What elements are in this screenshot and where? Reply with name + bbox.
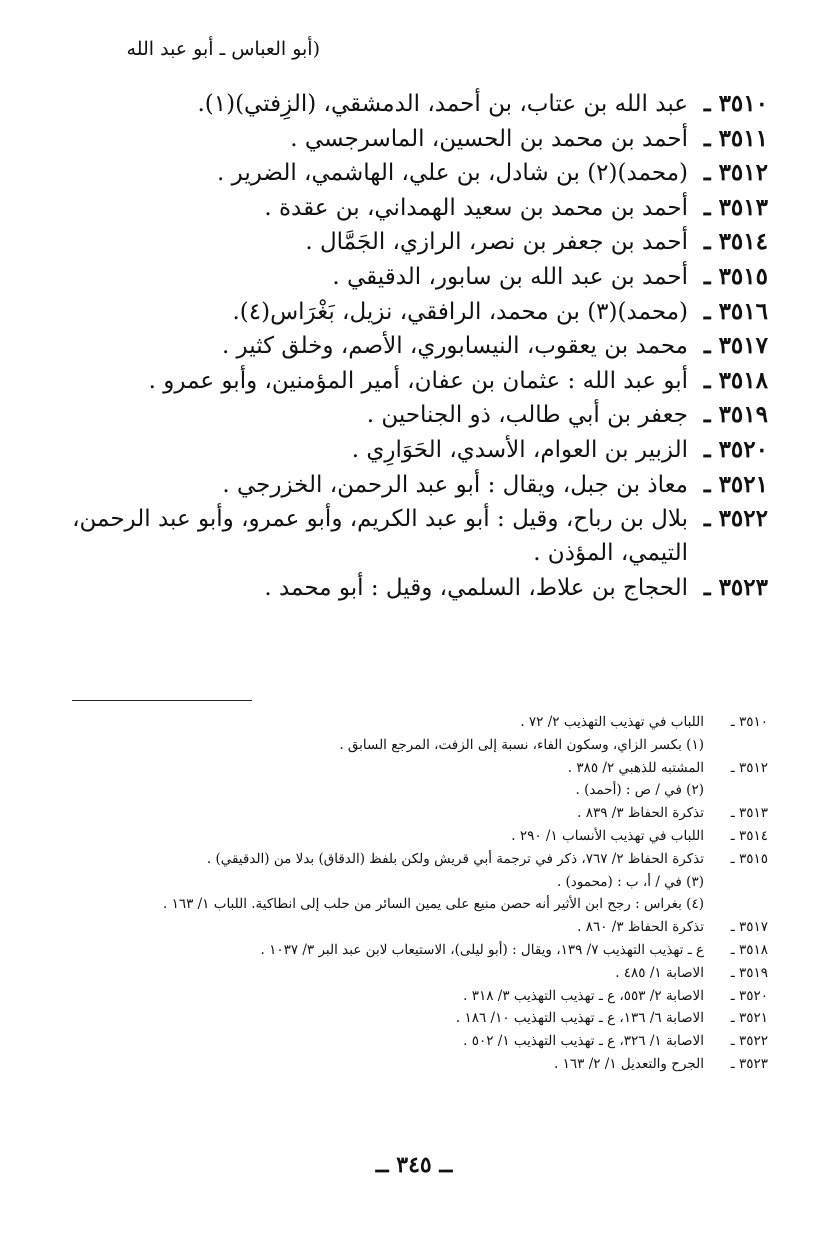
entry-text: أحمد بن عبد الله بن سابور، الدقيقي . — [332, 263, 688, 290]
footnote-text: اللباب في تهذيب التهذيب ٢/ ٧٢ . — [520, 714, 704, 730]
footnote-text: اللباب في تهذيب الأنساب ١/ ٢٩٠ . — [511, 827, 704, 844]
entry — [48, 436, 768, 471]
entry-number: ٣٥٢٠ ـ — [703, 435, 768, 463]
footnote-divider — [72, 700, 252, 701]
footnote-number: ٣٥١٠ ـ — [730, 714, 768, 730]
entry-number: ٣٥٢٢ ـ — [703, 505, 768, 533]
footnote-number: ٣٥١٣ ـ — [730, 805, 768, 822]
footnote-text: الاصابة ٢/ ٥٥٣، ع ـ تهذيب التهذيب ٣/ ٣١٨ . — [463, 987, 704, 1004]
entry-text: عبد الله بن عتاب، بن أحمد، الدمشقي، (الزِفتي)(١). — [197, 91, 688, 117]
entry-text: جعفر بن أبي طالب، ذو الجناحين . — [366, 402, 688, 429]
footnote-text: (٢) في / ص : (أحمد) . — [575, 782, 704, 799]
footnote-text: (٣) في / أ، ب : (محمود) . — [556, 873, 704, 890]
entry-text: أحمد بن محمد بن الحسين، الماسرجسي . — [290, 125, 688, 152]
footnote — [68, 988, 768, 1011]
footnote-text: ع ـ تهذيب التهذيب ٧/ ١٣٩، ويقال : (أبو ليلى)، الاستيعاب لابن عبد البر ٣/ ١٠٣٧ . — [260, 941, 704, 958]
footnote-number: ٣٥١٧ ـ — [730, 919, 768, 936]
footnote — [68, 782, 768, 805]
footnote-number: ٣٥١٥ ـ — [730, 850, 768, 867]
entry — [48, 505, 768, 540]
footnote-text: (٤) بغراس : رجح ابن الأثير أنه حصن منيع على يمين السائر من حلب إلى انطاكية. اللباب ١/ ١٦٣ . — [162, 896, 704, 913]
entry-number: ٣٥١٤ ـ — [703, 228, 768, 256]
footnote-text: الاصابة ٦/ ١٣٦، ع ـ تهذيب التهذيب ١٠/ ١٨٦ . — [455, 1010, 704, 1027]
footnote-list — [68, 714, 768, 1079]
footnote — [68, 896, 768, 919]
entry — [48, 228, 768, 263]
entry — [48, 471, 768, 506]
entry-number: ٣٥١٦ ـ — [703, 297, 768, 325]
entry-text: أحمد بن جعفر بن نصر، الرازي، الجَمَّال . — [305, 229, 688, 256]
footnote — [68, 919, 768, 942]
entry-text: أحمد بن محمد بن سعيد الهمداني، بن عقدة . — [264, 194, 688, 221]
footnote-number: ٣٥١٩ ـ — [730, 964, 768, 981]
footnote-number: ٣٥١٨ ـ — [730, 941, 768, 958]
footnote-text: تذكرة الحفاظ ٣/ ٨٦٠ . — [577, 919, 704, 936]
entry-number: ٣٥٢٣ ـ — [703, 574, 768, 602]
entry-number: ٣٥١١ ـ — [703, 124, 768, 152]
footnote-number: ٣٥٢١ ـ — [730, 1010, 768, 1027]
footnote-number: ٣٥٢٠ ـ — [730, 987, 768, 1004]
footnote-number: ٣٥١٢ ـ — [730, 759, 768, 776]
entry-text: بلال بن رباح، وقيل : أبو عبد الكريم، وأبو عمرو، وأبو عبد الرحمن، — [72, 506, 688, 533]
entry-number: ٣٥١٣ ـ — [703, 193, 768, 221]
footnote — [68, 851, 768, 874]
footnote — [68, 1056, 768, 1079]
footnote — [68, 942, 768, 965]
footnote-text: تذكرة الحفاظ ٣/ ٨٣٩ . — [577, 805, 704, 822]
footnote — [68, 737, 768, 760]
footnote-text: المشتبه للذهبي ٢/ ٣٨٥ . — [567, 759, 704, 776]
entry-text: (محمد)(٣) بن محمد، الرافقي، نزيل، بَغْرَاس(٤). — [232, 298, 688, 325]
entry-list — [48, 90, 768, 609]
footnote-text: الاصابة ١/ ٣٢٦، ع ـ تهذيب التهذيب ١/ ٥٠٢ . — [463, 1033, 704, 1050]
entry-text: التيمي، المؤذن . — [533, 539, 688, 566]
entry-number: ٣٥١٥ ـ — [703, 262, 768, 290]
entry-text: معاذ بن جبل، ويقال : أبو عبد الرحمن، الخزرجي . — [222, 471, 688, 498]
entry-text: الحجاج بن علاط، السلمي، وقيل : أبو محمد . — [264, 575, 688, 602]
footnote — [68, 1033, 768, 1056]
running-head: (أبو العباس ـ أبو عبد الله — [126, 38, 320, 60]
entry — [48, 401, 768, 436]
footnote-text: الاصابة ١/ ٤٨٥ . — [615, 964, 704, 981]
footnote-number: ٣٥٢٣ ـ — [730, 1055, 768, 1072]
entry-text: أبو عبد الله : عثمان بن عفان، أمير المؤمنين، وأبو عمرو . — [148, 367, 688, 394]
footnote — [68, 760, 768, 783]
footnote-text: الجرح والتعديل ١/ ٢/ ١٦٣ . — [554, 1055, 704, 1072]
footnote-number: ٣٥١٤ ـ — [730, 827, 768, 844]
entry — [48, 90, 768, 125]
footnote-text: (١) بكسر الزاي، وسكون الفاء، نسبة إلى الزفت، المرجع السابق . — [339, 736, 704, 753]
footnote — [68, 805, 768, 828]
footnote-text: تذكرة الحفاظ ٢/ ٧٦٧، ذكر في ترجمة أبي قريش ولكن بلفظ (الدقاق) بدلا من (الدقيقي) . — [206, 850, 704, 867]
entry-text: (محمد)(٢) بن شادل، بن علي، الهاشمي، الضرير . — [217, 160, 688, 187]
footnote — [68, 828, 768, 851]
entry — [48, 194, 768, 229]
entry-text: الزبير بن العوام، الأسدي، الحَوَارِي . — [351, 436, 688, 463]
footnote — [68, 1010, 768, 1033]
footnote — [68, 965, 768, 988]
footnote — [68, 714, 768, 737]
footnote — [68, 874, 768, 897]
entry-number: ٣٥١٠ ـ — [703, 90, 768, 117]
entry — [48, 125, 768, 160]
entry — [48, 574, 768, 609]
entry-number: ٣٥٢١ ـ — [703, 470, 768, 498]
entry — [48, 298, 768, 333]
entry — [48, 367, 768, 402]
entry-number: ٣٥١٨ ـ — [703, 366, 768, 394]
entry — [48, 332, 768, 367]
entry — [48, 159, 768, 194]
footnote-number: ٣٥٢٢ ـ — [730, 1033, 768, 1050]
entry-number: ٣٥١٢ ـ — [703, 159, 768, 187]
page-number: ــ ٣٤٥ ــ — [375, 1152, 453, 1178]
entry-continuation — [48, 540, 768, 575]
entry-text: محمد بن يعقوب، النيسابوري، الأصم، وخلق كثير . — [221, 333, 688, 360]
entry — [48, 263, 768, 298]
entry-number: ٣٥١٧ ـ — [703, 332, 768, 360]
entry-number: ٣٥١٩ ـ — [703, 401, 768, 429]
